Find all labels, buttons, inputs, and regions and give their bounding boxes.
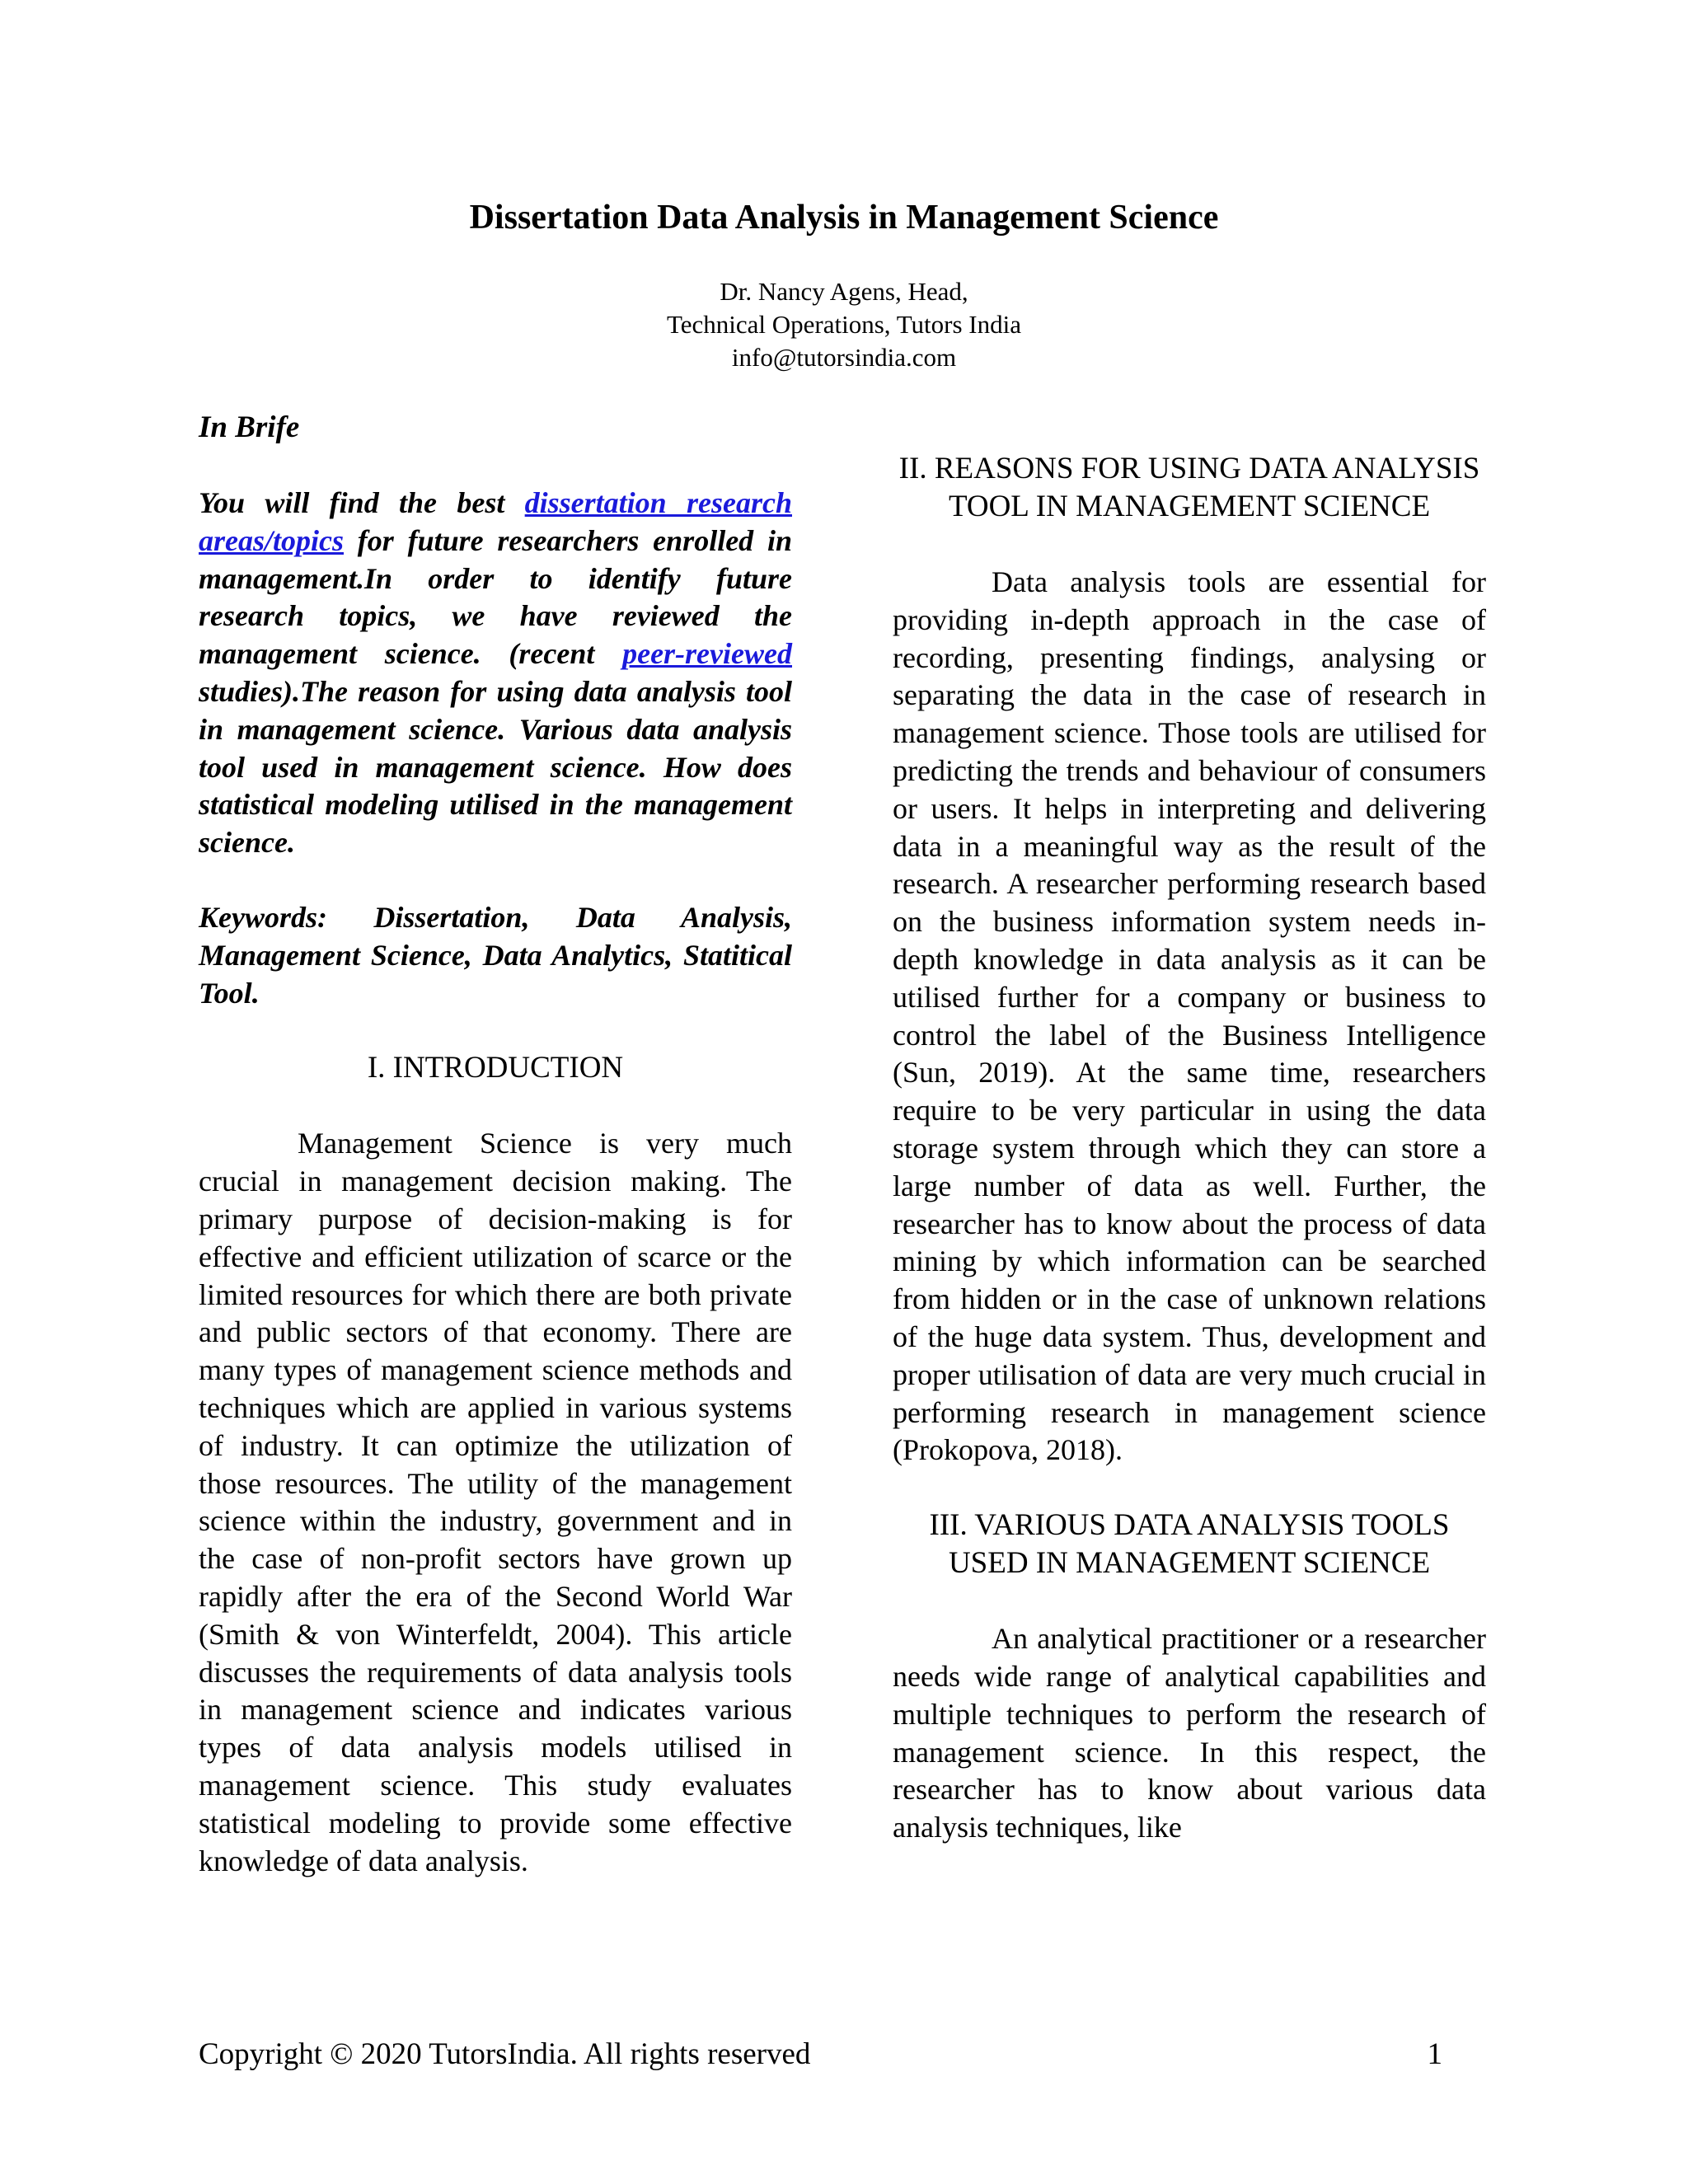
reasons-paragraph: Data analysis tools are essential for providing in-depth approach in the case of recording, presenting findings, analysing or separating the data in the case of research in management science. Those tools are utilised for predicting the trends and behaviour of consumers or users. It helps in interpreting and delivering data in a meaningful way as the result of the research. A researcher performing research based on the business information system needs in-depth knowledge in data analysis as it can be utilised further for a company or business to control the label of the Business Intelligence (Sun, 2019). At the same time, researchers require to be very particular in using the data storage system through which they can store a large number of data as well. Further, the researcher has to know about the process of data mining by which information can be searched from hidden or in the case of unknown relations of the huge data system. Thus, development and proper utilisation of data are very much crucial in performing research in management science (Prokopova, 2018).: [893, 565, 1486, 1467]
footer-copyright: Copyright © 2020 TutorsIndia. All rights reserved: [199, 2037, 811, 2071]
section-heading-introduction: I. INTRODUCTION: [367, 1051, 624, 1085]
keywords: Keywords: Dissertation, Data Analysis, Management Science, Data Analytics, Statitical Tool.: [199, 900, 792, 1010]
abstract-text-2: for future researchers enrolled in management.In order to identify future research topics, we have reviewed the management science. (recent: [199, 523, 792, 671]
brief-label: In Brife: [199, 410, 300, 444]
abstract: [199, 485, 792, 862]
abstract-text-3: studies).The reason for using data analysis tool in management science. Various data analysis tool used in management science. How does statistical modeling utilised in the management science.: [199, 674, 792, 860]
page-number: 1: [1427, 2037, 1442, 2071]
introduction-paragraph: Management Science is very much crucial in management decision making. The primary purpose of decision-making is for effective and efficient utilization of scarce or the limited resources for which there are both private and public sectors of that economy. There are many types of management science methods and techniques which are applied in various systems of industry. It can optimize the utilization of those resources. The utility of the management science within the industry, government and in the case of non-profit sectors have grown up rapidly after the era of the Second World War (Smith & von Winterfeldt, 2004). This article discusses the requirements of data analysis tools in management science and indicates various types of data analysis models utilised in management science. This study evaluates statistical modeling to provide some effective knowledge of data analysis.: [199, 1127, 792, 1877]
author-affiliation: Technical Operations, Tutors India: [666, 310, 1022, 339]
abstract-text-1: You will find the best: [199, 486, 525, 519]
peer-reviewed-link[interactable]: peer-reviewed: [622, 637, 792, 671]
paper-title: Dissertation Data Analysis in Management Science: [469, 199, 1219, 237]
left-column: [199, 409, 792, 1917]
tools-paragraph: An analytical practitioner or a researcher needs wide range of analytical capabilities and multiple techniques to perform the research of management science. In this respect, the researcher has to know about various data analysis techniques, like: [893, 1622, 1486, 1844]
section-heading-tools: III. VARIOUS DATA ANALYSIS TOOLS USED IN MANAGEMENT SCIENCE: [929, 1508, 1450, 1581]
author-email: info@tutorsindia.com: [731, 343, 957, 372]
author-name: Dr. Nancy Agens, Head,: [720, 277, 968, 306]
section-heading-reasons: II. REASONS FOR USING DATA ANALYSIS TOOL IN MANAGEMENT SCIENCE: [898, 452, 1480, 523]
right-column: [893, 450, 1486, 1884]
author-block: [0, 275, 1688, 374]
dissertation-topics-link[interactable]: dissertation research areas/topics: [199, 486, 792, 557]
